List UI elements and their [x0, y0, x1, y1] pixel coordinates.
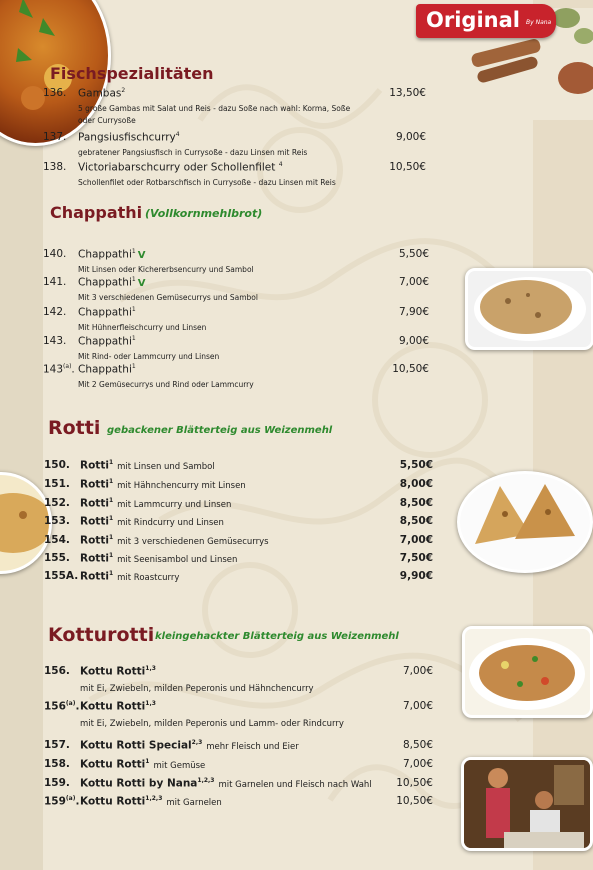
menu-item-price: 10,50€: [389, 161, 426, 173]
menu-item-description: Schollenfilet oder Rotbarschfisch in Currysoße - dazu Linsen mit Reis: [78, 178, 336, 187]
menu-item-price: 8,50€: [399, 497, 433, 509]
menu-item-number: 143$^{(a)}$.: [43, 363, 75, 376]
menu-item-price: 10,50€: [396, 777, 433, 789]
menu-item-price: 5,50€: [398, 248, 429, 260]
menu-item-name: Kottu Rotti Special$^{2,3}$ mehr Fleisch und Eier: [80, 739, 299, 752]
fisch-section-title: Fischspezialitäten: [50, 64, 214, 83]
chappathi-section-subtitle: (Vollkornmehlbrot): [145, 207, 263, 220]
menu-item-price: 7,00€: [402, 758, 433, 770]
menu-item-number: 159$^{(a)}$.: [44, 795, 80, 808]
menu-item-name: Kottu Rotti$^1$ mit Gemüse: [80, 758, 206, 771]
menu-item-number: 158.: [44, 758, 70, 770]
menu-item-price: 8,00€: [399, 478, 433, 490]
menu-item-price: 9,90€: [399, 570, 433, 582]
menu-item-number: 141.: [43, 276, 67, 288]
menu-item-description: Mit Linsen oder Kichererbsencurry und Sambol: [78, 265, 254, 274]
menu-item-name: Gambas$^2$: [78, 87, 126, 100]
menu-item-name: Kottu Rotti$^{1,3}$: [80, 665, 156, 678]
rotti-photo: [457, 471, 593, 573]
menu-item-name: Kottu Rotti$^{1,3}$: [80, 700, 156, 713]
menu-item-description: gebratener Pangsiusfisch in Currysoße - dazu Linsen mit Reis: [78, 148, 308, 157]
menu-item-name: Chappathi$^1$: [78, 363, 136, 376]
menu-item-number: 137.: [43, 131, 67, 143]
chappathi-section-title: Chappathi: [50, 203, 143, 222]
menu-item-name: Kottu Rotti by Nana$^{1,2,3}$ mit Garnelen und Fleisch nach Wahl: [80, 777, 372, 790]
menu-item-price: 7,50€: [399, 552, 433, 564]
menu-item-price: 13,50€: [389, 87, 426, 99]
menu-item-name: Rotti$^1$ mit Hähnchencurry mit Linsen: [80, 478, 246, 491]
brand-tagline: By Nana: [526, 19, 552, 26]
menu-item-number: 155A.: [44, 570, 79, 582]
menu-item-name: Kottu Rotti$^{1,2,3}$ mit Garnelen: [80, 795, 222, 808]
menu-item-number: 150.: [44, 459, 70, 471]
menu-item-number: 159.: [44, 777, 70, 789]
menu-item-name: Rotti$^1$ mit 3 verschiedenen Gemüsecurrys: [80, 534, 269, 547]
menu-item-number: 153.: [44, 515, 70, 527]
menu-item-number: 156$^{(a)}$.: [44, 700, 80, 713]
menu-item-number: 138.: [43, 161, 67, 173]
menu-item-name: Chappathi$^1$: [78, 306, 136, 319]
menu-item-name: Rotti$^1$ mit Seenisambol und Linsen: [80, 552, 238, 565]
kotturotti-section-title: Kotturotti: [48, 624, 155, 646]
menu-item-number: 143.: [43, 335, 67, 347]
menu-item-price: 9,00€: [398, 335, 429, 347]
menu-item-number: 136.: [43, 87, 67, 99]
brand-logo: [416, 4, 556, 38]
menu-item-number: 142.: [43, 306, 67, 318]
menu-item-description: 5 große Gambas mit Salat und Reis - dazu Soße nach wahl: Korma, Soße: [78, 104, 351, 113]
menu-item-name: Chappathi$^1$: [78, 335, 136, 348]
menu-item-description: Mit 3 verschiedenen Gemüsecurrys und Sambol: [78, 293, 258, 302]
menu-item-name: Chappathi$^1$ V: [78, 276, 146, 289]
menu-item-description: mit Ei, Zwiebeln, milden Peperonis und Lamm- oder Rindcurry: [80, 719, 344, 729]
menu-item-price: 8,50€: [399, 515, 433, 527]
menu-item-name: Pangsiusfischcurry$^4$: [78, 131, 180, 144]
menu-item-description: mit Ei, Zwiebeln, milden Peperonis und Hähnchencurry: [80, 684, 314, 694]
rotti-section-subtitle: gebackener Blätterteig aus Weizenmehl: [107, 425, 333, 436]
menu-item-name: Chappathi$^1$ V: [78, 248, 146, 261]
brand-name: Original: [426, 8, 520, 32]
menu-item-price: 5,50€: [399, 459, 433, 471]
kotturotti-photo: [462, 626, 593, 718]
menu-item-name: Rotti$^1$ mit Lammcurry und Linsen: [80, 497, 232, 510]
menu-item-number: 155.: [44, 552, 70, 564]
menu-item-number: 156.: [44, 665, 70, 677]
menu-item-price: 7,00€: [398, 276, 429, 288]
vegetarian-leaf-icon: V: [137, 249, 146, 261]
restaurant-people-photo: [461, 757, 593, 851]
menu-item-number: 140.: [43, 248, 67, 260]
menu-item-price: 7,00€: [399, 534, 433, 546]
menu-item-number: 151.: [44, 478, 70, 490]
menu-item-description: Mit Hühnerfleischcurry und Linsen: [78, 323, 207, 332]
kotturotti-section-subtitle: kleingehackter Blätterteig aus Weizenmehl: [155, 631, 399, 642]
menu-item-name: Rotti$^1$ mit Linsen und Sambol: [80, 459, 215, 472]
menu-item-description: Mit Rind- oder Lammcurry und Linsen: [78, 352, 220, 361]
menu-item-name: Victoriabarschcurry oder Schollenfilet $^4$: [78, 161, 283, 174]
menu-item-price: 7,00€: [402, 665, 433, 677]
menu-item-price: 8,50€: [402, 739, 433, 751]
menu-item-price: 10,50€: [392, 363, 429, 375]
menu-item-number: 154.: [44, 534, 70, 546]
menu-item-number: 157.: [44, 739, 70, 751]
menu-item-name: Rotti$^1$ mit Rindcurry und Linsen: [80, 515, 224, 528]
menu-item-number: 152.: [44, 497, 70, 509]
menu-item-description: Mit 2 Gemüsecurrys und Rind oder Lammcurry: [78, 380, 254, 389]
menu-item-description: oder Currysoße: [78, 116, 136, 125]
chappathi-photo: [465, 268, 593, 350]
menu-item-price: 7,90€: [398, 306, 429, 318]
vegetarian-leaf-icon: V: [137, 277, 146, 289]
menu-item-name: Rotti$^1$ mit Roastcurry: [80, 570, 180, 583]
menu-item-price: 9,00€: [395, 131, 426, 143]
menu-item-price: 10,50€: [396, 795, 433, 807]
rotti-section-title: Rotti: [48, 417, 101, 439]
menu-item-price: 7,00€: [402, 700, 433, 712]
